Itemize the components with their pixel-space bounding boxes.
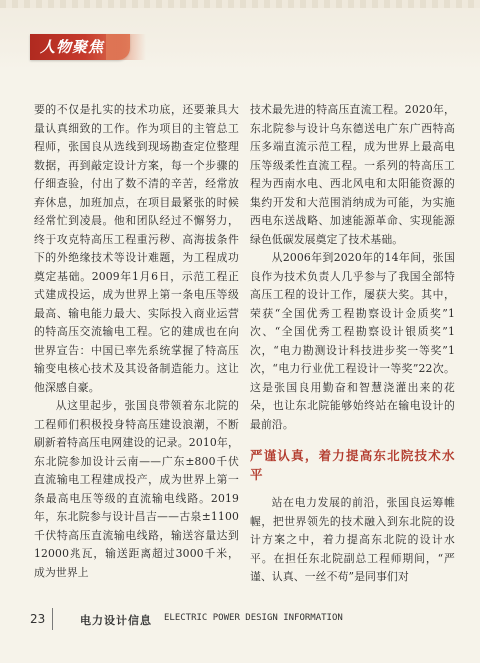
right-paragraph-1: 技术最先进的特高压直流工程。2020年，东北院参与设计乌东德送电广东广西特高压多端直流示范工程，成为世界上最高电压等级柔性直流工程。一系列的特高压工程为西南水电、西北风电和太阳能资源的集约开发和大范围消纳成为可能，为实施西电东送战略、加速能源革命、实现能源绿色低碳发展奠定了技术基础。	[250, 103, 455, 246]
section-subheading: 严谨认真，着力提高东北院技术水平	[250, 448, 455, 482]
page-number: 23	[30, 612, 46, 626]
magazine-name: 电力设计信息	[80, 614, 152, 627]
left-column	[34, 101, 239, 582]
header-band	[0, 0, 480, 70]
right-column	[250, 101, 455, 587]
page-footer	[0, 600, 480, 663]
right-paragraph-2: 从2006年到2020年的14年间，张国良作为技术负责人几乎参与了我国全部特高压工程的设计工作，屡获大奖。其中，荣获“全国优秀工程勘察设计金质奖”1次、“全国优秀工程勘察设计银质奖”1次，“电力勘测设计科技进步奖一等奖”1次，“电力行业优工程设计一等奖”22次。这是张国良用勤奋和智慧浇灌出来的花朵，也让东北院能够始终站在输电设计的最前沿。	[250, 251, 455, 431]
left-paragraph-2: 从这里起步，张国良带领着东北院的工程师们积极投身特高压建设浪潮，不断刷新着特高压电网建设的记录。2010年，东北院参加设计云南——广东±800千伏直流输电工程建成投产，成为世界上第一条最高电压等级的直流输电线路。2019年，东北院参与设计昌吉——古泉±1100千伏特高压直流输电线路，输送容量达到12000兆瓦，输送距离超过3000千米，成为世界上	[34, 399, 239, 579]
footer-divider	[52, 608, 53, 630]
right-paragraph-3: 站在电力发展的前沿，张国良运筹帷幄，把世界领先的技术融入到东北院的设计方案之中，着力提高东北院的设计水平。在担任东北院副总工程师期间，“严谨、认真、一丝不苟”是同事们对	[250, 496, 455, 583]
section-title: 人物聚焦	[40, 38, 105, 56]
left-paragraph-1: 要的不仅是扎实的技术功底，还要兼具大量认真细致的工作。作为项目的主管总工程师，张国良从选线到现场勘查定位整理数据，再到敲定设计方案，每一个步骤的仔细查验，付出了数不清的辛苦，经常放弃休息，加班加点，在项目最紧张的时候经常忙到凌晨。他和团队经过不懈努力，终于攻克特高压工程重污秽、高海拔条件下的外绝缘技术等设计难题，为工程成功奠定基础。2009年1月6日，示范工程正式建成投运，成为世界上第一条电压等级最高、输电能力最大、实际投入商业运营的特高压交流输电工程。它的建成也在向世界宣告：中国已率先系统掌握了特高压输变电核心技术及其设备制造能力。这让他深感自豪。	[34, 103, 239, 394]
header-stripe	[0, 0, 480, 8]
magazine-name-english: ELECTRIC POWER DESIGN INFORMATION	[164, 613, 343, 623]
